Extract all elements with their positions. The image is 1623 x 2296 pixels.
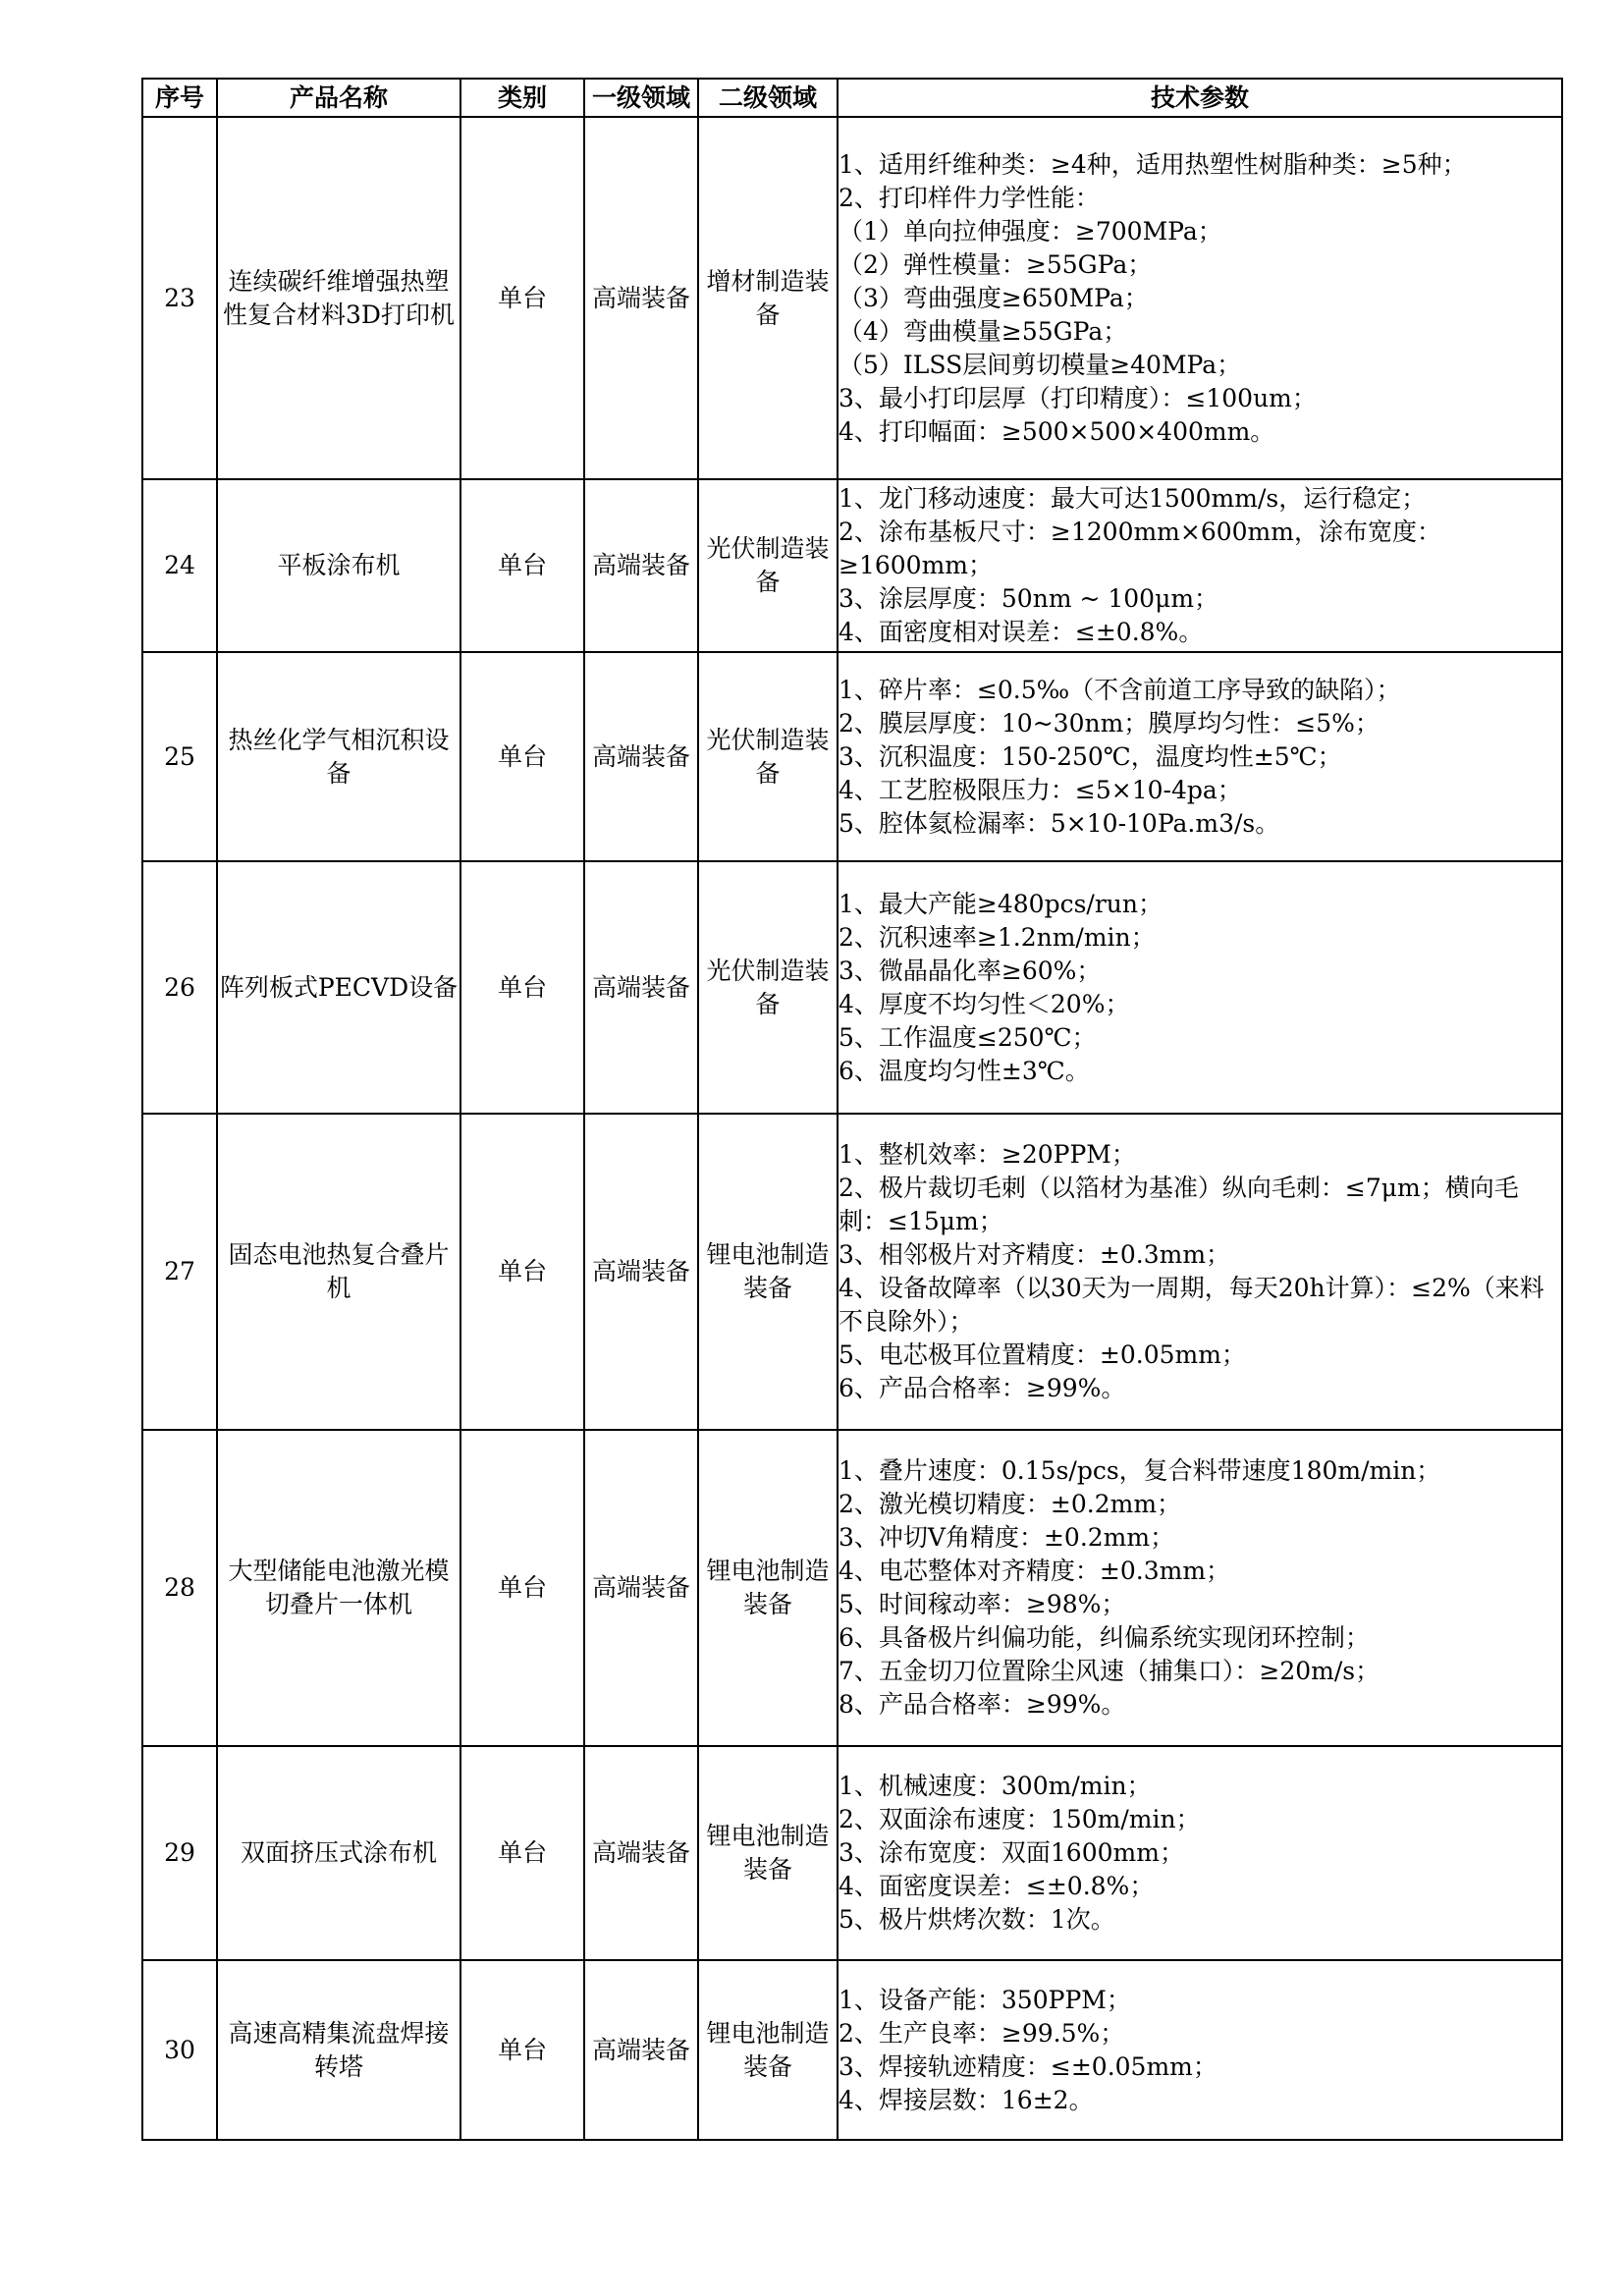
spec-line: 1、整机效率：≥20PPM； bbox=[839, 1140, 1136, 1169]
level1-field: 高端装备 bbox=[584, 479, 698, 652]
row-number: 26 bbox=[142, 861, 217, 1114]
spec-line: 4、打印幅面：≥500×500×400mm。 bbox=[839, 416, 1275, 446]
spec-line: 4、面密度误差：≤±0.8%； bbox=[839, 1872, 1155, 1900]
spec-line: 2、打印样件力学性能： bbox=[839, 183, 1100, 212]
table-row bbox=[142, 117, 1562, 479]
level2-field: 锂电池制造装备 bbox=[698, 1430, 838, 1746]
level2-field: 光伏制造装备 bbox=[698, 861, 838, 1114]
category: 单台 bbox=[460, 652, 584, 861]
category: 单台 bbox=[460, 861, 584, 1114]
category: 单台 bbox=[460, 1430, 584, 1746]
level1-field: 高端装备 bbox=[584, 1960, 698, 2140]
spec-line: 1、机械速度：300m/min； bbox=[839, 1772, 1152, 1800]
spec-line: 4、焊接层数：16±2。 bbox=[839, 2085, 1094, 2114]
table-row bbox=[142, 1746, 1562, 1960]
table-row bbox=[142, 1114, 1562, 1430]
spec-line: 8、产品合格率：≥99%。 bbox=[839, 1690, 1126, 1719]
level2-field: 锂电池制造装备 bbox=[698, 1960, 838, 2140]
level1-field: 高端装备 bbox=[584, 861, 698, 1114]
row-number: 27 bbox=[142, 1114, 217, 1430]
product-name: 阵列板式PECVD设备 bbox=[217, 861, 460, 1114]
spec-line: 3、涂层厚度：50nm ~ 100μm； bbox=[839, 584, 1219, 613]
table-row bbox=[142, 861, 1562, 1114]
tech-spec bbox=[838, 1114, 1562, 1430]
row-number: 25 bbox=[142, 652, 217, 861]
spec-line: （1）单向拉伸强度：≥700MPa； bbox=[839, 216, 1222, 246]
product-name: 热丝化学气相沉积设备 bbox=[217, 652, 460, 861]
spec-line: 2、极片裁切毛刺（以箔材为基准）纵向毛刺：≤7μm；横向毛刺：≤15μm； bbox=[839, 1174, 1519, 1235]
category: 单台 bbox=[460, 1746, 584, 1960]
header-no: 序号 bbox=[142, 79, 217, 117]
product-name: 连续碳纤维增强热塑性复合材料3D打印机 bbox=[217, 117, 460, 479]
spec-line: 6、温度均匀性±3℃。 bbox=[839, 1056, 1090, 1085]
header-type: 类别 bbox=[460, 79, 584, 117]
table-row bbox=[142, 652, 1562, 861]
row-number: 23 bbox=[142, 117, 217, 479]
spec-line: 1、龙门移动速度：最大可达1500mm/s，运行稳定； bbox=[839, 484, 1427, 513]
category: 单台 bbox=[460, 117, 584, 479]
spec-line: 5、电芯极耳位置精度：±0.05mm； bbox=[839, 1340, 1246, 1369]
spec-line: 4、工艺腔极限压力：≤5×10-4pa； bbox=[839, 775, 1242, 804]
level1-field: 高端装备 bbox=[584, 1746, 698, 1960]
spec-table bbox=[141, 78, 1563, 2141]
spec-line: 3、相邻极片对齐精度：±0.3mm； bbox=[839, 1240, 1231, 1269]
level2-field: 锂电池制造装备 bbox=[698, 1114, 838, 1430]
header-row bbox=[142, 79, 1562, 117]
spec-line: 2、膜层厚度：10~30nm；膜厚均匀性：≤5%； bbox=[839, 708, 1380, 738]
spec-line: （3）弯曲强度≥650MPa； bbox=[839, 283, 1149, 312]
spec-line: 5、腔体氦检漏率：5×10-10Pa.m3/s。 bbox=[839, 808, 1280, 838]
tech-spec bbox=[838, 1960, 1562, 2140]
spec-line: 4、面密度相对误差：≤±0.8%。 bbox=[839, 618, 1204, 646]
level1-field: 高端装备 bbox=[584, 652, 698, 861]
product-name: 双面挤压式涂布机 bbox=[217, 1746, 460, 1960]
spec-line: （5）ILSS层间剪切模量≥40MPa； bbox=[839, 350, 1242, 379]
spec-line: 6、产品合格率：≥99%。 bbox=[839, 1374, 1126, 1402]
category: 单台 bbox=[460, 1960, 584, 2140]
tech-spec bbox=[838, 479, 1562, 652]
level1-field: 高端装备 bbox=[584, 117, 698, 479]
tech-spec bbox=[838, 117, 1562, 479]
spec-line: 1、适用纤维种类：≥4种，适用热塑性树脂种类：≥5种； bbox=[839, 149, 1467, 179]
spec-line: 3、微晶晶化率≥60%； bbox=[839, 956, 1102, 985]
spec-line: 7、五金切刀位置除尘风速（捕集口）：≥20m/s； bbox=[839, 1657, 1380, 1685]
spec-line: 1、叠片速度：0.15s/pcs，复合料带速度180m/min； bbox=[839, 1456, 1441, 1485]
tech-spec bbox=[838, 652, 1562, 861]
level2-field: 光伏制造装备 bbox=[698, 652, 838, 861]
spec-line: 4、电芯整体对齐精度：±0.3mm； bbox=[839, 1557, 1231, 1585]
header-level2: 二级领域 bbox=[698, 79, 838, 117]
level2-field: 增材制造装备 bbox=[698, 117, 838, 479]
spec-line: 1、设备产能：350PPM； bbox=[839, 1985, 1131, 2014]
product-name: 高速高精集流盘焊接转塔 bbox=[217, 1960, 460, 2140]
product-name: 平板涂布机 bbox=[217, 479, 460, 652]
category: 单台 bbox=[460, 1114, 584, 1430]
spec-line: 2、沉积速率≥1.2nm/min； bbox=[839, 922, 1156, 952]
spec-line: 4、设备故障率（以30天为一周期，每天20h计算）：≤2%（来料不良除外）； bbox=[839, 1274, 1544, 1336]
level1-field: 高端装备 bbox=[584, 1430, 698, 1746]
spec-line: 5、工作温度≤250℃； bbox=[839, 1022, 1097, 1052]
product-name: 固态电池热复合叠片机 bbox=[217, 1114, 460, 1430]
category: 单台 bbox=[460, 479, 584, 652]
spec-line: 3、焊接轨迹精度：≤±0.05mm； bbox=[839, 2051, 1217, 2081]
spec-line: （4）弯曲模量≥55GPa； bbox=[839, 316, 1128, 346]
level2-field: 锂电池制造装备 bbox=[698, 1746, 838, 1960]
spec-line: 3、最小打印层厚（打印精度）：≤100um； bbox=[839, 383, 1317, 412]
row-number: 29 bbox=[142, 1746, 217, 1960]
spec-line: 5、极片烘烤次数：1次。 bbox=[839, 1905, 1115, 1934]
level2-field: 光伏制造装备 bbox=[698, 479, 838, 652]
table-row bbox=[142, 479, 1562, 652]
spec-line: 2、生产良率：≥99.5%； bbox=[839, 2018, 1125, 2048]
spec-line: （2）弹性模量：≥55GPa； bbox=[839, 249, 1153, 279]
tech-spec bbox=[838, 1746, 1562, 1960]
header-level1: 一级领域 bbox=[584, 79, 698, 117]
spec-line: 2、涂布基板尺寸：≥1200mm×600mm，涂布宽度：≥1600mm； bbox=[839, 518, 1441, 579]
table-row bbox=[142, 1960, 1562, 2140]
spec-line: 5、时间稼动率：≥98%； bbox=[839, 1590, 1126, 1618]
spec-line: 3、涂布宽度：双面1600mm； bbox=[839, 1838, 1184, 1867]
spec-line: 6、具备极片纠偏功能，纠偏系统实现闭环控制； bbox=[839, 1623, 1370, 1652]
spec-line: 3、沉积温度：150-250℃，温度均性±5℃； bbox=[839, 741, 1342, 771]
tech-spec bbox=[838, 1430, 1562, 1746]
spec-line: 2、双面涂布速度：150m/min； bbox=[839, 1805, 1201, 1833]
level1-field: 高端装备 bbox=[584, 1114, 698, 1430]
row-number: 30 bbox=[142, 1960, 217, 2140]
header-spec: 技术参数 bbox=[838, 79, 1562, 117]
tech-spec bbox=[838, 861, 1562, 1114]
spec-line: 1、碎片率：≤0.5‰（不含前道工序导致的缺陷）； bbox=[839, 675, 1401, 704]
header-name: 产品名称 bbox=[217, 79, 460, 117]
spec-line: 2、激光模切精度：±0.2mm； bbox=[839, 1490, 1182, 1518]
spec-line: 3、冲切V角精度：±0.2mm； bbox=[839, 1523, 1175, 1552]
spec-line: 1、最大产能≥480pcs/run； bbox=[839, 889, 1163, 918]
product-name: 大型储能电池激光模切叠片一体机 bbox=[217, 1430, 460, 1746]
table-row bbox=[142, 1430, 1562, 1746]
row-number: 28 bbox=[142, 1430, 217, 1746]
spec-line: 4、厚度不均匀性＜20%； bbox=[839, 989, 1130, 1018]
row-number: 24 bbox=[142, 479, 217, 652]
